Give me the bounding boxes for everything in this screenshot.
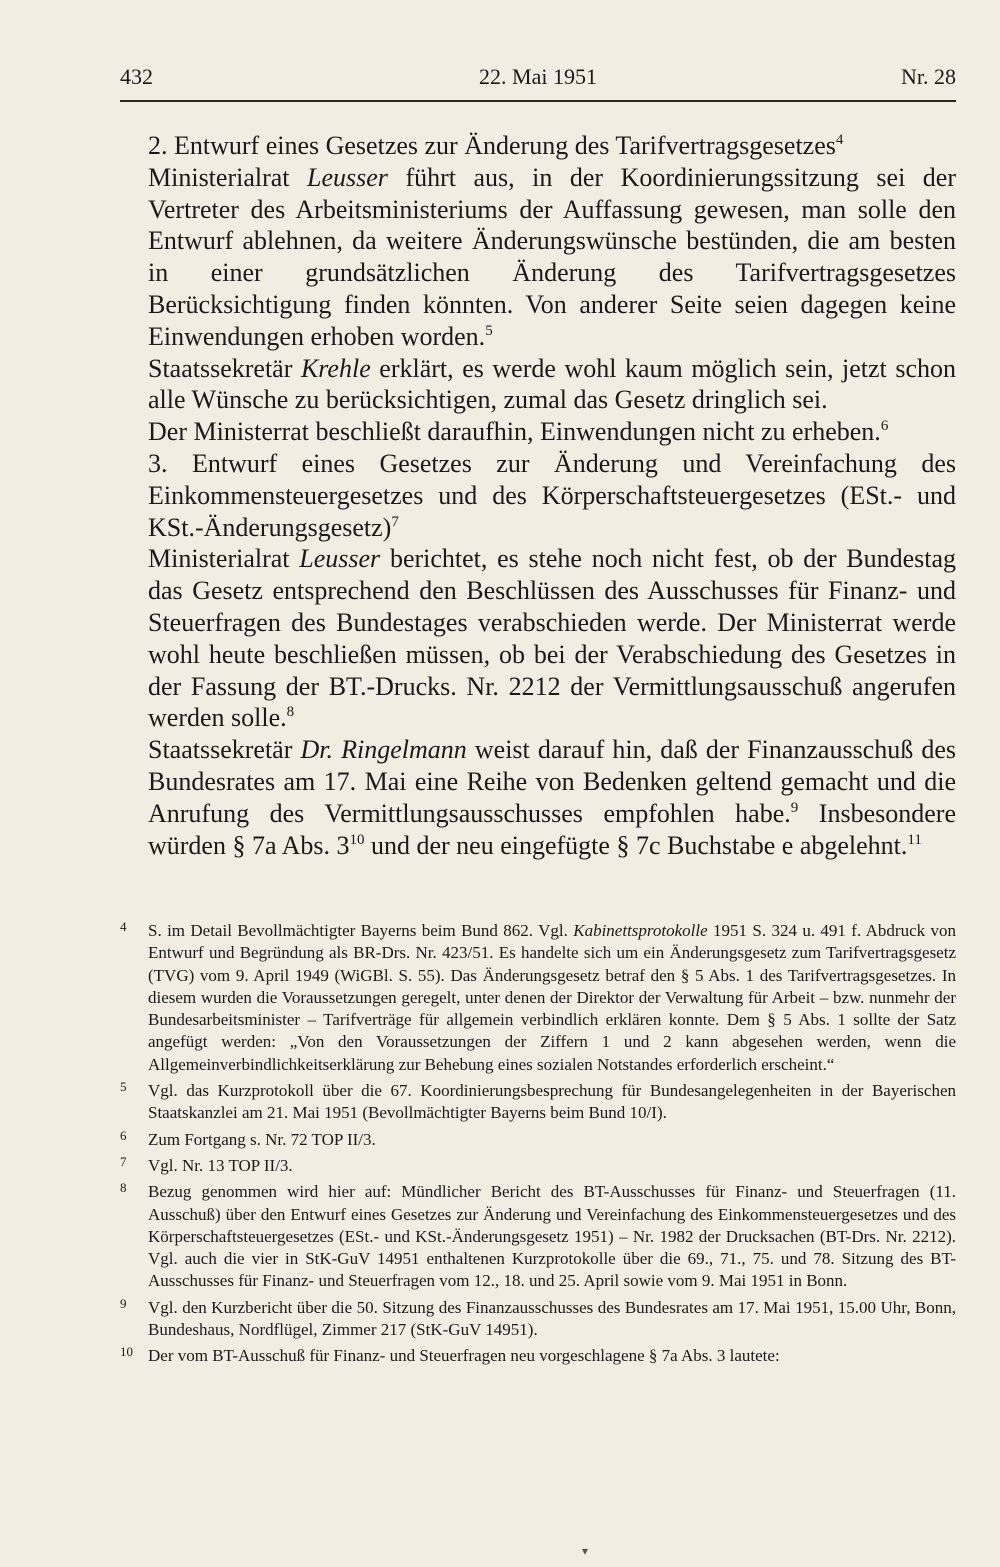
paragraph-leusser-report: Ministerialrat Leusser führt aus, in der Koordinierungssitzung sei der Vertreter des Arbeitsministeriums der Auffassung gewesen, man solle den Entwurf ablehnen, da weitere Änderungswünsche bestünden, die am besten in einer grundsätzlichen Änderung des Tarifvertragsgesetzes Berücksichtigung finden könnten. Von anderer Seite seien dagegen keine Einwendungen erhoben worden.$^5$ — [148, 162, 956, 351]
footnote-number: 6 — [120, 1127, 127, 1143]
speaker-name: Leusser — [307, 162, 388, 192]
footnote-number: 5 — [120, 1079, 127, 1095]
speaker-name: Dr. Ringelmann — [300, 735, 467, 765]
footnote-ref[interactable]: 10 — [349, 831, 365, 848]
footnote-item: 7 Vgl. Nr. 13 TOP II/3. — [120, 1155, 956, 1177]
footnote-item: 10 Der vom BT-Ausschuß für Finanz- und Steuerfragen neu vorgeschlagene § 7a Abs. 3 lautete: — [120, 1345, 956, 1367]
footnote-number: 9 — [120, 1295, 127, 1311]
footnote-item: 8 Bezug genommen wird hier auf: Mündlicher Bericht des BT-Ausschusses für Finanz- und Steuerfragen (11. Ausschuß) über den Entwurf eines Gesetzes zur Änderung und Vereinfachung des Einkommensteuergesetzes und des Körperschaftsteuergesetzes (ESt.- und KSt.-Änderungsgesetz 1951) – Nr. 1982 der Drucksachen (BT-Drs. Nr. 2212). Vgl. auch die vier in StK-GuV 14951 enthaltenen Kurzprotokolle über die 69., 71., 75. und 78. Sitzung des BT-Ausschusses für Finanz- und Steuerfragen vom 12., 18. und 25. April sowie vom 9. Mai 1951 in Bonn. — [120, 1181, 956, 1292]
paragraph-ringelmann-statement: Staatssekretär Dr. Ringelmann weist darauf hin, daß der Finanzausschuß des Bundesrates am 17. Mai eine Reihe von Bedenken geltend gemacht und die Anrufung des Vermittlungsausschusses empfohlen habe.$^9$ Insbesondere würden § 7a Abs. $3^{10}$ und der neu eingefügte § 7c Buchstabe e abgelehnt.$^{11}$ — [148, 735, 956, 860]
main-text — [148, 130, 956, 861]
paragraph-krehle-statement: Staatssekretär Krehle erklärt, es werde wohl kaum möglich sein, jetzt schon alle Wünsche zu berücksichtigen, zumal das Gesetz dringlich sei. — [148, 353, 956, 415]
footnote-number: 8 — [120, 1180, 127, 1196]
footnote-ref[interactable]: 6 — [880, 418, 889, 435]
paragraph-agenda-item-2: 2. Entwurf eines Gesetzes zur Änderung des Tarifvertragsgesetzes$^4$ — [148, 131, 844, 160]
running-header — [120, 64, 956, 98]
footnote-item: 9 Vgl. den Kurzbericht über die 50. Sitzung des Finanzausschusses des Bundesrates am 17. Mai 1951, 15.00 Uhr, Bonn, Bundeshaus, Nordflügel, Zimmer 217 (StK-GuV 14951). — [120, 1297, 956, 1342]
footnote-item: 6 Zum Fortgang s. Nr. 72 TOP II/3. — [120, 1129, 956, 1151]
speaker-name: Krehle — [300, 353, 371, 383]
footnote-item: 4 S. im Detail Bevollmächtigter Bayerns beim Bund 862. Vgl. Kabinettsprotokolle 1951 S. 324 u. 491 f. Abdruck von Entwurf und Begründung als BR-Drs. Nr. 423/51. Es handelte sich um ein Änderungsgesetz zum Tarifvertragsgesetz (TVG) vom 9. April 1949 (WiGBl. S. 55). Das Änderungsgesetz betraf den § 5 Abs. 1 des Tarifvertragsgesetzes. In diesem wurden die Voraussetzungen geregelt, unter denen der Direktor der Verwaltung für Arbeit – bzw. nunmehr der Bundesarbeitsminister – Tarifverträge für allgemein verbindlich erklären konnte. Dem § 5 Abs. 1 sollte der Satz angefügt werden: „Von den Voraussetzungen der Ziffern 1 und 2 kann abgesehen werden, wenn die Allgemeinverbindlichkeitserklärung zur Behebung eines sozialen Notstandes erforderlich erscheint.“ — [120, 920, 956, 1076]
speaker-name: Leusser — [299, 544, 381, 574]
footnote-ref[interactable]: 4 — [835, 132, 844, 148]
footnote-ref[interactable]: 11 — [907, 831, 922, 848]
footnote-number: 4 — [120, 919, 127, 934]
header-date: 22. Mai 1951 — [479, 64, 597, 89]
footnote-ref[interactable]: 8 — [286, 704, 295, 721]
footnote-ref[interactable]: 5 — [485, 322, 493, 339]
footnote-ref[interactable]: 7 — [391, 513, 399, 530]
paragraph-agenda-item-3: 3. Entwurf eines Gesetzes zur Änderung und Vereinfachung des Einkommensteuergesetzes und des Körperschaftsteuergesetzes (ESt.- und KSt.-Änderungsgesetz)$^7$ — [148, 448, 956, 542]
document-number: Nr. 28 — [901, 64, 956, 89]
bottom-mark: ▾ — [582, 1544, 589, 1558]
footnote-number: 7 — [120, 1153, 127, 1169]
footnote-item: 5 Vgl. das Kurzprotokoll über die 67. Koordinierungsbesprechung für Bundesangelegenheiten in der Bayerischen Staatskanzlei am 21. Mai 1951 (Bevollmächtigter Bayerns beim Bund 10/I). — [120, 1080, 956, 1125]
page-number: 432 — [120, 64, 153, 89]
footnote-ref[interactable]: 9 — [790, 799, 799, 816]
header-rule — [120, 100, 956, 102]
paragraph-leusser-report-2: Ministerialrat Leusser berichtet, es stehe noch nicht fest, ob der Bundestag das Gesetz entsprechend den Beschlüssen des Ausschusses für Finanz- und Steuerfragen des Bundestages verabschieden werde. Der Ministerrat werde wohl heute beschließen müssen, ob bei der Verabschiedung des Gesetzes in der Fassung der BT.-Drucks. Nr. 2212 der Vermittlungsausschuß angerufen werden solle.$^8$ — [148, 544, 957, 733]
footnote-number: 10 — [120, 1344, 133, 1360]
footnotes — [120, 920, 956, 1368]
paragraph-council-decision: Der Ministerrat beschließt daraufhin, Einwendungen nicht zu erheben.$^6$ — [148, 417, 889, 447]
